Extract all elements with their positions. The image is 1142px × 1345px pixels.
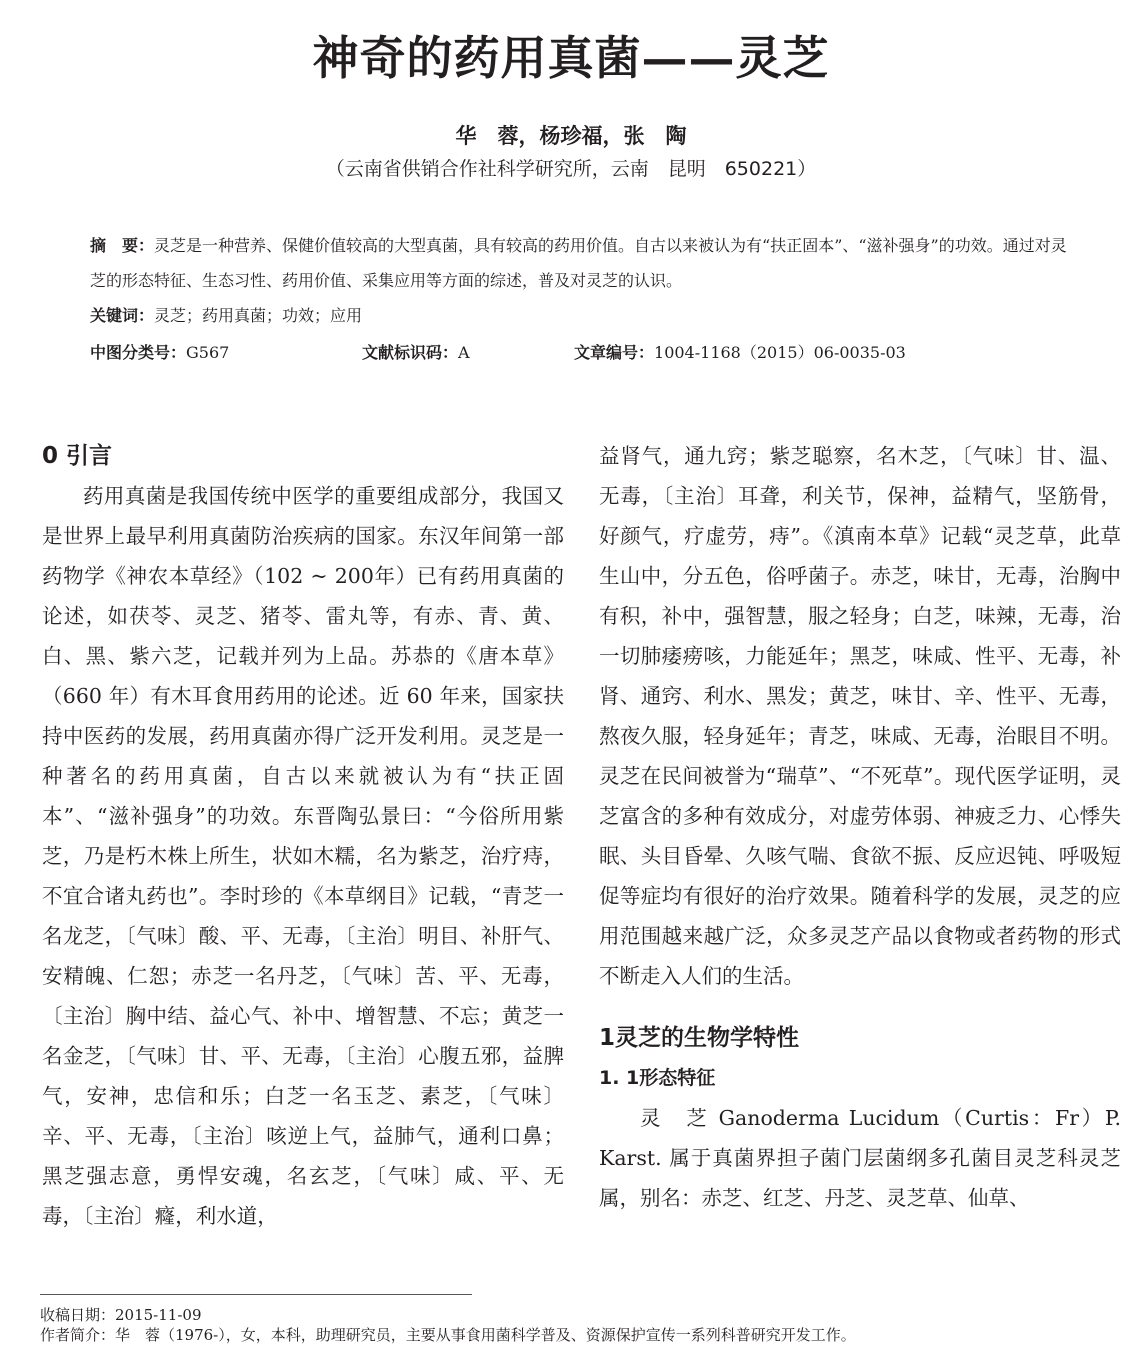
received-date: 收稿日期：2015-11-09 bbox=[40, 1306, 202, 1324]
author-bio: 作者简介：华 蓉（1976-），女，本科，助理研究员，主要从事食用菌科学普及、资源保护宣传一系列科普研究开发工作。 bbox=[40, 1326, 856, 1344]
section-heading-introduction: 0 引言 bbox=[42, 443, 113, 469]
article-no-label: 文章编号： bbox=[574, 343, 655, 362]
clc-label: 中图分类号： bbox=[90, 343, 187, 362]
article-number bbox=[574, 340, 906, 363]
footnotes bbox=[40, 1305, 1120, 1345]
article-no-value: 1004-1168（2015）06-0035-03 bbox=[654, 343, 906, 362]
abstract-label: 摘 要： bbox=[90, 236, 155, 255]
author-list: 华 蓉，杨珍福，张 陶 bbox=[455, 123, 687, 148]
keywords-label: 关键词： bbox=[90, 306, 155, 325]
doc-code-label: 文献标识码： bbox=[362, 343, 459, 362]
clc-number bbox=[90, 340, 229, 363]
footnote-divider bbox=[40, 1294, 472, 1295]
introduction-paragraph-continued: 益肾气，通九窍；紫芝聪察，名木芝，〔气味〕甘、温、无毒，〔主治〕耳聋，利关节，保神，益精气，坚筋骨，好颜气，疗虚劳，痔”。《滇南本草》记载“灵芝草，此草生山中，分五色，俗呼菌子。赤芝，味甘，无毒，治胸中有积，补中，强智慧，服之轻身；白芝，味辣，无毒，治一切肺痿痨咳，力能延年；黑芝，味咸、性平、无毒，补肾、通窍、利水、黑发；黄芝，味甘、辛、性平、无毒，熬夜久服，轻身延年；青芝，味咸、无毒，治眼目不明。灵芝在民间被誉为“瑞草”、“不死草”。现代医学证明，灵芝富含的多种有效成分，对虚劳体弱、神疲乏力、心悸失眠、头目昏晕、久咳气喘、食欲不振、反应迟钝、呼吸短促等症均有很好的治疗效果。随着科学的发展，灵芝的应用范围越来越广泛，众多灵芝产品以食物或者药物的形式不断走入人们的生活。 bbox=[599, 444, 1121, 988]
keywords-text: 灵芝；药用真菌；功效；应用 bbox=[154, 306, 363, 325]
abstract-text: 灵芝是一种营养、保健价值较高的大型真菌，具有较高的药用价值。自古以来被认为有“扶正固本”、“滋补强身”的功效。通过对灵芝的形态特征、生态习性、药用价值、采集应用等方面的综述，普及对灵芝的认识。 bbox=[90, 236, 1067, 290]
clc-value: G567 bbox=[186, 343, 230, 362]
classification-row bbox=[90, 340, 1075, 364]
introduction-paragraph: 药用真菌是我国传统中医学的重要组成部分，我国又是世界上最早利用真菌防治疾病的国家。东汉年间第一部药物学《神农本草经》（102 ~ 200年）已有药用真菌的论述，如茯苓、灵芝、猪苓、雷丸等，有赤、青、黄、白、黑、紫六芝，记载并列为上品。苏恭的《唐本草》（660 年）有木耳食用药用的论述。近 60 年来，国家扶持中医药的发展，药用真菌亦得广泛开发利用。灵芝是一种著名的药用真菌，自古以来就被认为有“扶正固本”、“滋补强身”的功效。东晋陶弘景曰：“今俗所用紫芝，乃是朽木株上所生，状如木糯，名为紫芝，治疗痔，不宜合诸丸药也”。李时珍的《本草纲目》记载，“青芝一名龙芝，〔气味〕酸、平、无毒，〔主治〕明目、补肝气、安精魄、仁恕；赤芝一名丹芝，〔气味〕苦、平、无毒，〔主治〕胸中结、益心气、补中、增智慧、不忘；黄芝一名金芝，〔气味〕甘、平、无毒，〔主治〕心腹五邪，益脾气，安神，忠信和乐；白芝一名玉芝、素芝，〔气味〕辛、平、无毒，〔主治〕咳逆上气，益肺气，通利口鼻；黑芝强志意，勇悍安魂，名玄芝，〔气味〕咸、平、无毒，〔主治〕癃，利水道， bbox=[42, 484, 564, 1228]
document-code bbox=[362, 340, 470, 363]
left-column bbox=[42, 436, 564, 1236]
subsection-heading-morphology: 1. 1形态特征 bbox=[599, 1067, 716, 1089]
article-title: 神奇的药用真菌——灵芝 bbox=[312, 31, 830, 85]
doc-code-value: A bbox=[458, 343, 470, 362]
right-column bbox=[599, 436, 1121, 1218]
section-heading-biology: 1灵芝的生物学特性 bbox=[599, 1025, 800, 1051]
keywords bbox=[90, 298, 1075, 333]
morphology-paragraph: 灵 芝 Ganoderma Lucidum（Curtis：Fr）P. Karst. 属于真菌界担子菌门层菌纲多孔菌目灵芝科灵芝属，别名：赤芝、红芝、丹芝、灵芝草、仙草、 bbox=[599, 1106, 1121, 1210]
affiliation: （云南省供销合作社科学研究所，云南 昆明 650221） bbox=[325, 158, 817, 180]
abstract bbox=[90, 228, 1075, 333]
